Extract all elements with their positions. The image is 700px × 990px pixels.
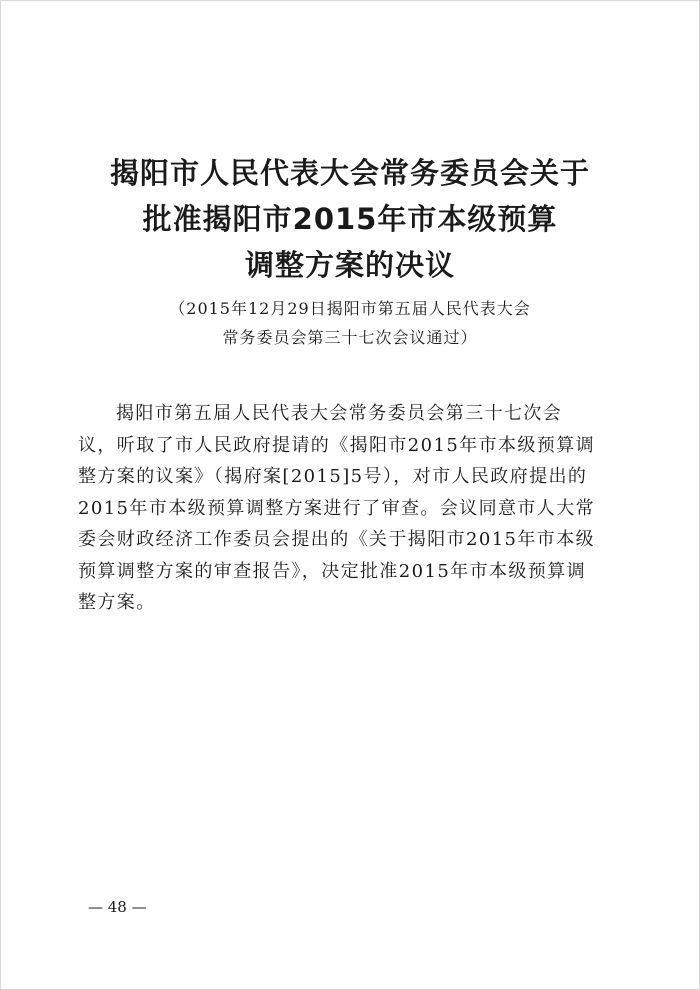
body-line: 揭阳市第五届人民代表大会常务委员会第三十七次会 — [116, 403, 563, 424]
document-title — [0, 150, 700, 288]
title-line-3: 调整方案的决议 — [244, 248, 455, 282]
body-line: 整方案。 — [78, 592, 156, 613]
body-line: 预算调整方案的审查报告》，决定批准2015年市本级预算调 — [78, 560, 587, 582]
body-paragraph — [78, 398, 626, 619]
body-line: 2015年市本级预算调整方案进行了审查。会议同意市人大常 — [78, 497, 596, 519]
title-line-2: 批准揭阳市2015年市本级预算 — [142, 202, 558, 236]
subtitle-line-2: 常务委员会第三十七次会议通过） — [222, 328, 478, 347]
document-subtitle — [0, 294, 700, 352]
page-number: — 48 — — [88, 898, 147, 916]
title-line-1: 揭阳市人民代表大会常务委员会关于 — [109, 156, 590, 190]
subtitle-line-1: （2015年12月29日揭阳市第五届人民代表大会 — [169, 299, 531, 318]
body-line: 委会财政经济工作委员会提出的《关于揭阳市2015年市本级 — [78, 529, 596, 550]
body-line: 议，听取了市人民政府提请的《揭阳市2015年市本级预算调 — [78, 434, 596, 456]
body-line: 整方案的议案》（揭府案[2015]5号），对市人民政府提出的 — [78, 466, 588, 487]
